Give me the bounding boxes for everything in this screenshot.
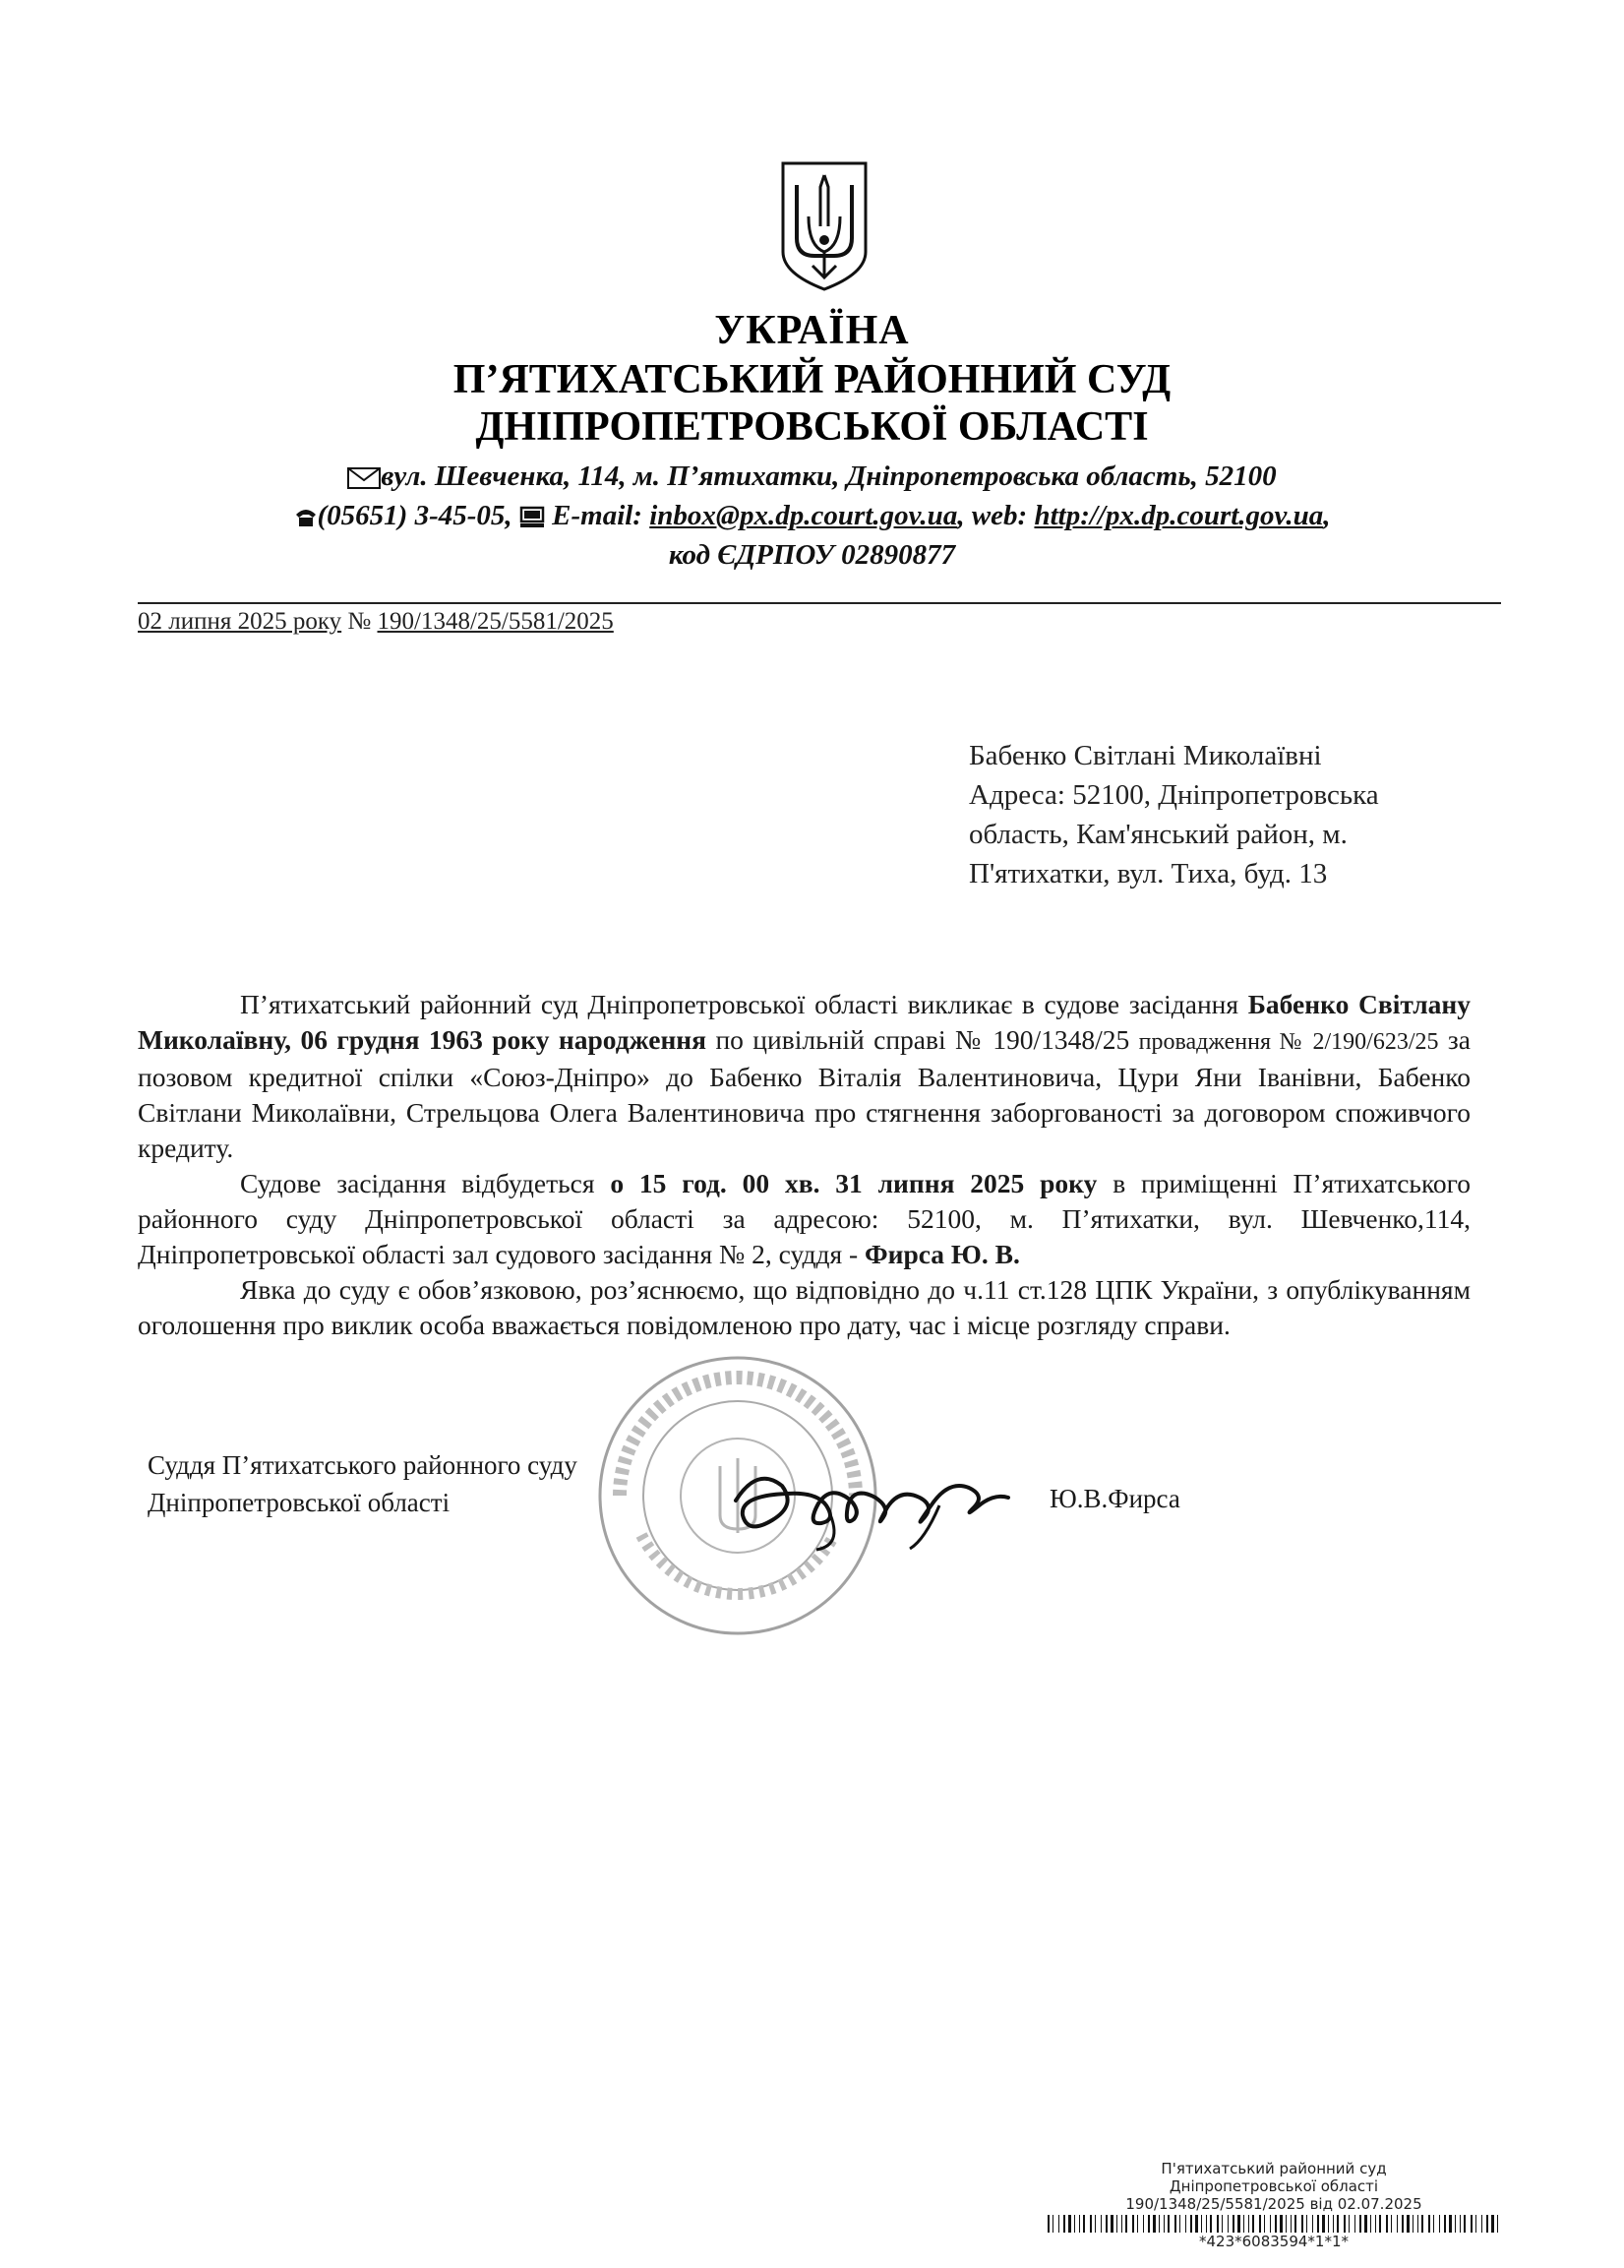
outgoing-date: 02 липня 2025 року [138,608,342,635]
barcode-bar [1206,2215,1207,2233]
barcode-bar [1460,2215,1461,2233]
outgoing-number: 190/1348/25/5581/2025 [377,608,614,635]
barcode-bar [1275,2215,1277,2233]
barcode-bar [1159,2215,1160,2233]
addressee-line: Бабенко Світлані Миколаївні [969,740,1322,771]
barcode-bar [1317,2215,1319,2233]
barcode-bar [1132,2215,1134,2233]
barcode-bar [1428,2215,1430,2233]
barcode-bar [1486,2215,1488,2233]
barcode-bar [1291,2215,1292,2233]
barcode-bar [1137,2215,1138,2233]
barcode-bar [1497,2215,1498,2233]
barcode-bar [1237,2215,1240,2233]
court-contacts-line: (05651) 3-45-05, E-mail: inbox@px.dp.court.gov.ua, web: http://px.dp.court.gov.ua, [0,500,1624,532]
barcode-bar [1068,2215,1071,2233]
barcode-bar [1153,2215,1156,2233]
barcode-bar [1243,2215,1244,2233]
barcode-bar [1058,2215,1059,2233]
barcode-bar [1259,2215,1261,2233]
barcode-bar [1083,2215,1085,2233]
barcode-bar [1179,2215,1180,2233]
barcode-bar [1344,2215,1346,2233]
hearing-paragraph [138,1166,1471,1272]
email-link[interactable]: inbox@px.dp.court.gov.ua [649,500,958,531]
footer-reference: 190/1348/25/5581/2025 від 02.07.2025 [1125,2195,1422,2213]
barcode-bar [1074,2215,1075,2233]
envelope-icon [347,466,381,490]
barcode-bar [1106,2215,1108,2233]
attendance-paragraph: Явка до суду є обов’язковою, роз’яснюємо, що відповідно до ч.11 ст.128 ЦПК України, з опублікуванням оголошення про виклик особа вважається повідомленою про дату, час і місце розгляду справи. [138,1274,1471,1340]
court-name: П’ЯТИХАТСЬКИЙ РАЙОННИЙ СУД [452,357,1172,402]
court-address-line [0,460,1624,493]
email-label: E-mail: [552,500,642,531]
barcode-bar [1407,2215,1410,2233]
barcode-bar [1444,2215,1446,2233]
barcode-bar [1286,2215,1287,2233]
barcode-bar [1164,2215,1165,2233]
phone-icon [294,507,318,528]
barcode-bar [1491,2215,1494,2233]
barcode-bar [1222,2215,1223,2233]
addressee-line: область, Кам'янський район, м. [969,819,1348,850]
barcode-bar [1168,2215,1170,2233]
judge-title-line: Суддя П’ятихатського районного суду [148,1450,577,1480]
barcode-bar [1301,2215,1303,2233]
addressee-block [969,736,1441,893]
barcode-bar [1217,2215,1219,2233]
court-phone: (05651) 3-45-05, [317,500,512,531]
court-address: вул. Шевченка, 114, м. П’ятихатки, Дніпропетровська область, 52100 [381,460,1277,492]
barcode-bar [1475,2215,1476,2233]
body-text: П’ятихатський районний суд Дніпропетровської області викликає в судове засідання [240,989,1248,1019]
registration-footer [1038,2160,1510,2250]
proceeding-number: провадження № 2/190/623/25 [1138,1029,1439,1055]
barcode-bar [1364,2215,1367,2233]
barcode-bar [1359,2215,1361,2233]
web-label: , web: [957,500,1028,531]
barcode-bar [1095,2215,1096,2233]
barcode-bar [1397,2215,1398,2233]
barcode-bar [1370,2215,1371,2233]
footer-court: П'ятихатський районний суд [1161,2160,1387,2177]
barcode-bar [1402,2215,1404,2233]
addressee-line: П'ятихатки, вул. Тиха, буд. 13 [969,858,1328,889]
barcode-bar [1333,2215,1334,2233]
case-number-text: по цивільній справі № 190/1348/25 [706,1024,1139,1055]
barcode-bar [1391,2215,1392,2233]
barcode-bar [1433,2215,1434,2233]
computer-icon [519,506,545,529]
barcode-bar [1248,2215,1249,2233]
barcode-bar [1125,2215,1127,2233]
barcode-bar [1079,2215,1080,2233]
web-link[interactable]: http://px.dp.court.gov.ua [1034,500,1324,531]
barcode-bar [1201,2215,1202,2233]
barcode-bar [1386,2215,1388,2233]
country-heading: УКРАЇНА [714,308,910,353]
summons-paragraph [138,987,1471,1166]
barcode-code: *423*6083594*1*1* [1198,2233,1350,2250]
barcode-bar [1111,2215,1113,2233]
barcode-bar [1116,2215,1117,2233]
barcode-bar [1270,2215,1271,2233]
barcode-bar [1143,2215,1144,2233]
number-sign: № [347,608,372,635]
judge-signature [728,1446,1013,1555]
barcode-bar [1421,2215,1423,2233]
barcode-bar [1148,2215,1150,2233]
judge-signature-name: Ю.В.Фирса [1050,1484,1180,1513]
letter-body [138,987,1471,1343]
barcode-bar [1101,2215,1102,2233]
barcode-bar [1379,2215,1381,2233]
barcode-bar [1349,2215,1350,2233]
barcode-bar [1375,2215,1376,2233]
judge-title [148,1446,577,1521]
hearing-datetime: о 15 год. 00 хв. 31 липня 2025 року [610,1168,1098,1198]
barcode-bar [1337,2215,1339,2233]
barcode-bar [1471,2215,1473,2233]
judge-title-line: Дніпропетровської області [148,1488,451,1517]
addressee-line: Адреса: 52100, Дніпропетровська [969,779,1379,811]
barcode-bar [1174,2215,1176,2233]
barcode-bar [1481,2215,1482,2233]
court-region: ДНІПРОПЕТРОВСЬКОЇ ОБЛАСТІ [475,404,1149,450]
barcode-bar [1280,2215,1283,2233]
footer-region: Дніпропетровської області [1169,2177,1379,2195]
barcode-bar [1210,2215,1212,2233]
barcode-bar [1063,2215,1065,2233]
barcode-bar [1312,2215,1313,2233]
barcode-bar [1455,2215,1456,2233]
barcode-bar [1185,2215,1186,2233]
header-divider [138,602,1501,604]
barcode-bar [1048,2215,1050,2233]
barcode-bar [1195,2215,1198,2233]
barcode-bar [1228,2215,1229,2233]
body-text: Судове засідання відбудеться [240,1168,611,1198]
barcode-bar [1464,2215,1466,2233]
barcode-bar [1449,2215,1452,2233]
barcode-bar [1190,2215,1192,2233]
ukraine-coat-of-arms-icon [775,157,873,295]
barcode-bar [1121,2215,1122,2233]
summoned-person: Бабенко Світлану Миколаївну, 06 грудня 1963 року народження [138,989,1471,1055]
hearing-location: в приміщенні П’ятихатського районного суду Дніпропетровської області за адресою: 52100, м. П’ятихатки, вул. Шевченко,114, Дніпропетровської області зал судового засідання № 2, суддя - [138,1168,1471,1269]
barcode-bar [1328,2215,1329,2233]
barcode-bar [1252,2215,1254,2233]
barcode-bar [1417,2215,1418,2233]
edrpou-code: код ЄДРПОУ 02890877 [668,539,956,571]
barcode-bar [1306,2215,1307,2233]
barcode-bar [1233,2215,1234,2233]
judge-name: Фирса Ю. В. [865,1239,1020,1269]
barcode-bar [1264,2215,1265,2233]
barcode-bar [1090,2215,1092,2233]
barcode [1048,2215,1500,2233]
claim-text: за позовом кредитної спілки «Союз-Дніпро» до Бабенко Віталія Валентиновича, Цури Яни Іванівни, Бабенко Світлани Миколаївни, Стрельцова Олега Валентиновича про стягнення заборгованості за договором споживчого кредиту. [138,1024,1471,1163]
barcode-bar [1439,2215,1440,2233]
outgoing-reference [138,608,614,636]
barcode-bar [1322,2215,1325,2233]
barcode-bar [1294,2215,1296,2233]
barcode-bar [1354,2215,1355,2233]
